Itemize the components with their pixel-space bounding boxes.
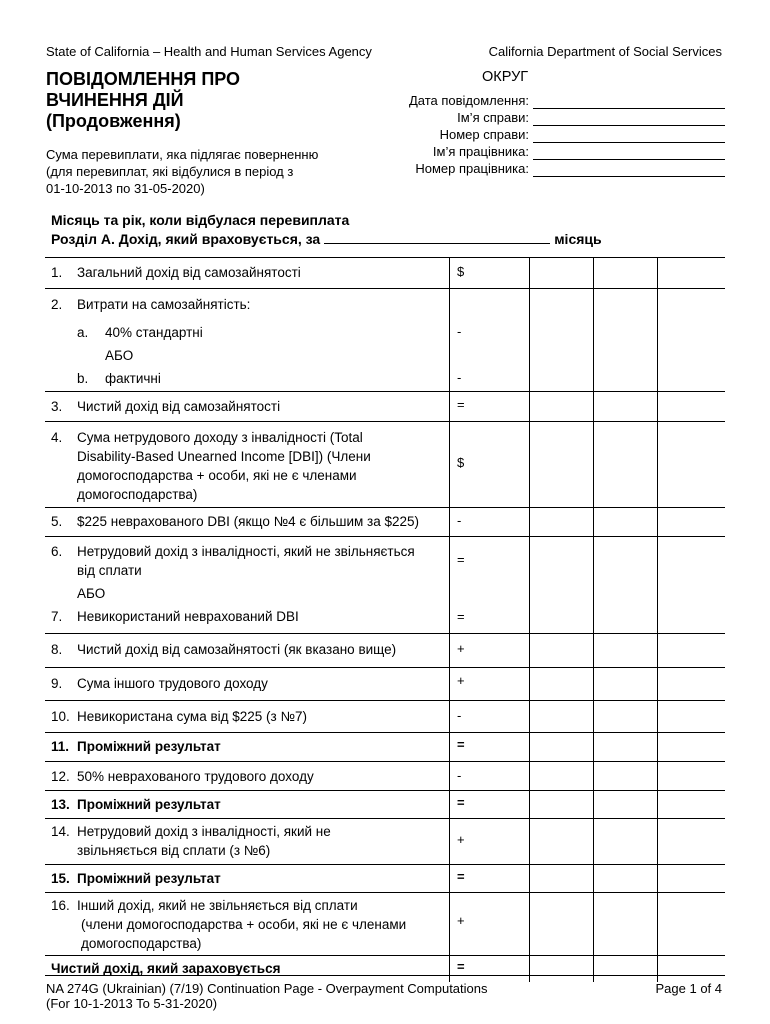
row-number: 14. (51, 824, 70, 839)
row-label (45, 258, 449, 288)
row-number: 10. (51, 709, 70, 724)
operator-symbol: = (457, 959, 465, 974)
value-cell[interactable] (657, 701, 721, 732)
value-cell[interactable] (657, 733, 721, 761)
operator-symbol: + (457, 832, 465, 847)
value-cell[interactable] (593, 422, 657, 507)
operator-symbol: = (457, 737, 465, 752)
operator-symbol: = (457, 552, 465, 567)
row-text: Сума нетрудового доходу з інвалідності (Total (77, 430, 363, 445)
value-cell[interactable] (529, 392, 593, 421)
row-number: 2. (51, 297, 63, 312)
value-cell[interactable] (529, 634, 593, 667)
value-cell[interactable] (529, 537, 593, 603)
row-text: Disability-Based Unearned Income [DBI]) (Члени (77, 449, 371, 464)
row-line (51, 822, 449, 860)
table-row (45, 508, 725, 537)
value-cell[interactable] (529, 668, 593, 700)
operator-cell[interactable] (449, 537, 529, 603)
row-sub-number: a. (77, 325, 89, 340)
field-case-number (409, 126, 725, 143)
row-label (45, 508, 449, 536)
operator-symbol: = (457, 609, 465, 624)
operator-symbol: - (457, 324, 462, 339)
value-cell[interactable] (529, 819, 593, 864)
operator-symbol: = (457, 869, 465, 884)
field-label: Ім’я справи: (457, 110, 529, 125)
department-name: California Department of Social Services (488, 44, 722, 59)
row-label (45, 733, 449, 761)
value-cell[interactable] (593, 701, 657, 732)
row-line (51, 428, 449, 504)
overpayment-subtitle (46, 146, 366, 197)
value-cell[interactable] (593, 258, 657, 288)
row-label (45, 701, 449, 732)
row-label (45, 603, 449, 633)
operator-cell[interactable] (449, 762, 529, 790)
field-label: Номер працівника: (415, 161, 529, 176)
table-row (45, 392, 725, 422)
value-cell[interactable] (529, 258, 593, 288)
value-cell[interactable] (529, 791, 593, 818)
table-row (45, 634, 725, 668)
operator-symbol: - (457, 708, 462, 723)
value-cell[interactable] (593, 791, 657, 818)
operator-cell[interactable] (449, 422, 529, 507)
row-text-block (77, 428, 449, 504)
value-cell[interactable] (593, 865, 657, 892)
value-cell[interactable] (593, 762, 657, 790)
field-label: Ім’я працівника: (432, 144, 529, 159)
value-cell[interactable] (529, 865, 593, 892)
value-cell[interactable] (657, 956, 721, 982)
value-cell[interactable] (657, 537, 721, 603)
operator-cell[interactable] (449, 733, 529, 761)
value-cell[interactable] (657, 508, 721, 536)
value-cell[interactable] (529, 762, 593, 790)
form-title-line-3: (Продовження) (46, 111, 181, 131)
value-cell[interactable] (593, 289, 657, 391)
row-number: 12. (51, 769, 70, 784)
field-label: Номер справи: (439, 127, 529, 142)
row-text: Інший дохід, який не звільняється від сплати (77, 898, 358, 913)
field-worker-number (409, 160, 725, 177)
row-number: 8. (51, 642, 63, 657)
row-line (51, 295, 449, 314)
operator-cell[interactable] (449, 893, 529, 955)
row-number: 9. (51, 676, 63, 691)
row-text-block (77, 896, 449, 953)
row-line (51, 896, 449, 953)
table-row (45, 819, 725, 865)
part-a-suffix: місяць (554, 231, 602, 247)
row-text: (члени домогосподарства + особи, які не є членами (81, 917, 407, 932)
table-row (45, 422, 725, 508)
table-row (45, 537, 725, 603)
row-text: Чистий дохід від самозайнятості (як вказано вище) (77, 642, 397, 657)
table-row (45, 603, 725, 634)
value-cell[interactable] (529, 508, 593, 536)
row-text: Проміжний результат (77, 739, 221, 754)
operator-symbol: + (457, 913, 465, 928)
subtitle-line-2: (для перевиплат, які відбулися в період з (46, 164, 294, 179)
page-number: Page 1 of 4 (655, 981, 722, 996)
row-text: 40% стандартні (105, 325, 203, 340)
row-label (45, 668, 449, 700)
form-title-line-2: ВЧИНЕННЯ ДІЙ (46, 90, 184, 110)
row-line (51, 323, 449, 342)
operator-symbol: + (457, 641, 465, 656)
row-line: АБО (77, 586, 106, 601)
row-text: Чистий дохід від самозайнятості (77, 399, 281, 414)
value-cell[interactable] (593, 537, 657, 603)
field-input-line[interactable] (533, 146, 725, 160)
row-number: 5. (51, 514, 63, 529)
value-cell[interactable] (657, 819, 721, 864)
row-text: Невикористаний неврахований DBI (77, 609, 299, 624)
table-row (45, 668, 725, 701)
form-title-line-1: ПОВІДОМЛЕННЯ ПРО (46, 69, 241, 89)
row-text: Невикористана сума від $225 (з №7) (77, 709, 307, 724)
row-label (45, 422, 449, 507)
operator-symbol: = (457, 795, 465, 810)
field-case-name (409, 109, 725, 126)
row-text: Сума іншого трудового доходу (77, 676, 268, 691)
value-cell[interactable] (657, 634, 721, 667)
month-year-label: Місяць та рік, коли відбулася перевиплата (51, 212, 350, 228)
row-label (45, 893, 449, 955)
value-cell[interactable] (529, 289, 593, 391)
value-cell[interactable] (529, 733, 593, 761)
operator-symbol: - (457, 513, 462, 528)
row-text: Загальний дохід від самозайнятості (77, 265, 301, 280)
row-label (45, 634, 449, 667)
row-number: 13. (51, 797, 70, 812)
row-label (45, 819, 449, 864)
row-text: Проміжний результат (77, 871, 221, 886)
row-label (45, 537, 449, 603)
header-fields (409, 92, 725, 177)
row-text: звільняється від сплати (з №6) (77, 843, 271, 858)
row-text: домогосподарства + особи, які не є членами (77, 468, 357, 483)
operator-symbol: $ (457, 264, 465, 279)
row-text: фактичні (105, 371, 161, 386)
part-a-label (51, 230, 602, 249)
operator-cell[interactable] (449, 956, 529, 982)
value-cell[interactable] (657, 762, 721, 790)
row-number: 3. (51, 399, 63, 414)
row-text: 50% неврахованого трудового доходу (77, 769, 314, 784)
field-label: Дата повідомлення: (408, 93, 529, 108)
row-number: 6. (51, 544, 63, 559)
operator-symbol: - (457, 768, 462, 783)
value-cell[interactable] (529, 603, 593, 633)
operator-cell[interactable] (449, 701, 529, 732)
table-row (45, 893, 725, 956)
value-cell[interactable] (657, 893, 721, 955)
field-worker-name (409, 143, 725, 160)
row-line (51, 369, 449, 388)
county-label: ОКРУГ (482, 69, 529, 85)
row-text: домогосподарства) (81, 936, 202, 951)
row-text: від сплати (77, 563, 142, 578)
field-notice-date (409, 92, 725, 109)
row-number: 7. (51, 609, 63, 624)
operator-cell[interactable] (449, 819, 529, 864)
value-cell[interactable] (529, 893, 593, 955)
form-title (46, 69, 376, 132)
row-label (45, 865, 449, 892)
subtitle-line-3: 01-10-2013 по 31-05-2020) (46, 181, 205, 196)
value-cell[interactable] (657, 668, 721, 700)
operator-cell[interactable] (449, 603, 529, 633)
row-text-block (77, 822, 449, 860)
row-line (51, 542, 449, 580)
form-number (46, 981, 488, 1011)
operator-cell[interactable] (449, 258, 529, 288)
operator-cell[interactable] (449, 392, 529, 421)
field-input-line[interactable] (533, 163, 725, 177)
value-cell[interactable] (657, 422, 721, 507)
value-cell[interactable] (529, 701, 593, 732)
section-header (51, 211, 602, 249)
value-cell[interactable] (593, 819, 657, 864)
table-row-total (45, 956, 725, 982)
month-input-line[interactable] (324, 231, 550, 244)
row-line: АБО (105, 348, 134, 363)
row-number: 15. (51, 871, 70, 886)
row-text: домогосподарства) (77, 487, 198, 502)
table-row (45, 289, 725, 392)
value-cell[interactable] (593, 392, 657, 421)
value-cell[interactable] (593, 668, 657, 700)
operator-cell[interactable] (449, 289, 529, 391)
row-text: Витрати на самозайнятість: (77, 297, 251, 312)
subtitle-line-1: Сума перевиплати, яка підлягає поверненню (46, 147, 319, 162)
row-label (45, 289, 449, 391)
form-number-line-1: NA 274G (Ukrainian) (7/19) Continuation Page - Overpayment Computations (46, 981, 488, 996)
row-sub-number: b. (77, 371, 89, 386)
value-cell[interactable] (529, 422, 593, 507)
row-label (45, 791, 449, 818)
row-text: Проміжний результат (77, 797, 221, 812)
table-row (45, 791, 725, 819)
operator-cell[interactable] (449, 508, 529, 536)
table-row (45, 258, 725, 289)
form-number-line-2: (For 10-1-2013 To 5-31-2020) (46, 996, 218, 1011)
value-cell[interactable] (657, 791, 721, 818)
field-input-line[interactable] (533, 129, 725, 143)
agency-name: State of California – Health and Human Services Agency (46, 44, 372, 59)
row-label (45, 762, 449, 790)
value-cell[interactable] (657, 289, 721, 391)
table-row (45, 701, 725, 733)
operator-cell[interactable] (449, 634, 529, 667)
table-row (45, 762, 725, 791)
table-row (45, 733, 725, 762)
value-cell[interactable] (593, 893, 657, 955)
operator-symbol: + (457, 673, 465, 688)
row-number: 4. (51, 430, 63, 445)
field-input-line[interactable] (533, 112, 725, 126)
table-row (45, 865, 725, 893)
operator-cell[interactable] (449, 865, 529, 892)
row-number: 1. (51, 265, 63, 280)
value-cell[interactable] (657, 258, 721, 288)
value-cell[interactable] (657, 603, 721, 633)
row-label (45, 956, 449, 982)
row-number: 11. (51, 739, 70, 754)
row-label (45, 392, 449, 421)
part-a-prefix: Розділ A. Дохід, який враховується, за (51, 231, 321, 247)
row-text-block (77, 542, 449, 580)
operator-symbol: = (457, 397, 465, 412)
row-text: Чистий дохід, який зараховується (51, 961, 281, 976)
field-input-line[interactable] (533, 95, 725, 109)
row-number: 16. (51, 898, 70, 913)
row-text: Нетрудовий дохід з інвалідності, який не (77, 824, 331, 839)
computation-table (45, 257, 725, 982)
operator-cell[interactable] (449, 791, 529, 818)
footer-divider (45, 975, 725, 976)
operator-symbol: - (457, 370, 462, 385)
value-cell[interactable] (593, 508, 657, 536)
value-cell[interactable] (593, 956, 657, 982)
value-cell[interactable] (593, 603, 657, 633)
row-text: Нетрудовий дохід з інвалідності, який не звільняється (77, 544, 415, 559)
operator-symbol: $ (457, 455, 465, 470)
value-cell[interactable] (593, 634, 657, 667)
value-cell[interactable] (657, 865, 721, 892)
operator-cell[interactable] (449, 668, 529, 700)
value-cell[interactable] (593, 733, 657, 761)
value-cell[interactable] (657, 392, 721, 421)
row-text: $225 неврахованого DBI (якщо №4 є більшим за $225) (77, 514, 420, 529)
value-cell[interactable] (529, 956, 593, 982)
